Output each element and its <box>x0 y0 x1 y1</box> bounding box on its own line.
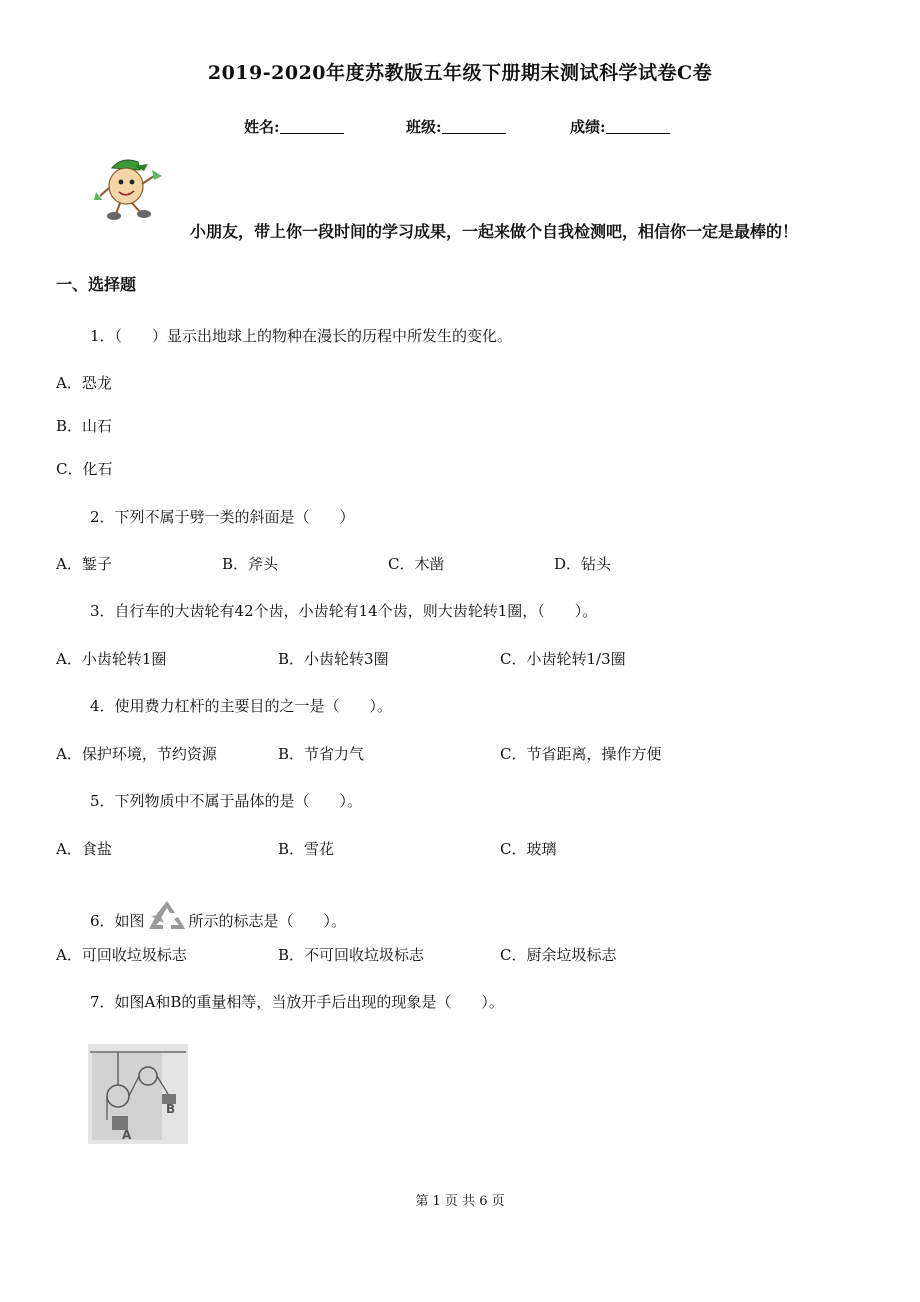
motto-text: 小朋友，带上你一段时间的学习成果，一起来做个自我检测吧，相信你一定是最棒的！ <box>190 222 799 241</box>
class-label: 班级: <box>406 118 442 136</box>
question-2-option-d[interactable]: D．钻头 <box>554 555 612 573</box>
figure-label-a: A <box>122 1128 132 1142</box>
question-5-option-a[interactable]: A．食盐 <box>56 840 112 858</box>
score-label: 成绩: <box>570 118 606 136</box>
question-5-option-b[interactable]: B．雪花 <box>278 840 335 858</box>
question-4-stem: 4．使用费力杠杆的主要目的之一是（ ）。 <box>90 697 393 715</box>
question-4-option-a[interactable]: A．保护环境，节约资源 <box>56 745 217 763</box>
name-blank[interactable] <box>280 119 344 134</box>
question-6-stem <box>90 898 346 934</box>
figure-label-b: B <box>166 1102 176 1116</box>
question-3-option-b[interactable]: B．小齿轮转3圈 <box>278 650 389 668</box>
score-blank[interactable] <box>606 119 670 134</box>
question-7-stem: 7．如图A和B的重量相等，当放开手后出现的现象是（ ）。 <box>90 993 504 1011</box>
question-4-option-b[interactable]: B．节省力气 <box>278 745 365 763</box>
section-title: 一、选择题 <box>56 275 137 294</box>
score-field <box>570 116 670 137</box>
question-6-stem-after: 所示的标志是（ ）。 <box>188 912 347 930</box>
question-1-stem: 1．（ ）显示出地球上的物种在漫长的历程中所发生的变化。 <box>90 327 513 345</box>
question-2-option-a[interactable]: A．錾子 <box>56 555 112 573</box>
question-3-option-a[interactable]: A．小齿轮转1圈 <box>56 650 167 668</box>
question-1-option-c[interactable]: C．化石 <box>56 460 113 478</box>
question-1-option-a[interactable]: A．恐龙 <box>56 374 112 392</box>
question-6-option-c[interactable]: C．厨余垃圾标志 <box>500 946 617 964</box>
question-2-option-b[interactable]: B．斧头 <box>222 555 279 573</box>
pulley-figure <box>88 1044 188 1144</box>
question-3-option-c[interactable]: C．小齿轮转1/3圈 <box>500 650 626 668</box>
mascot-image <box>92 156 168 222</box>
name-field <box>244 116 344 137</box>
question-6-stem-before: 6．如图 <box>90 912 145 930</box>
question-5-option-c[interactable]: C．玻璃 <box>500 840 557 858</box>
question-2-stem: 2．下列不属于劈一类的斜面是（ ） <box>90 508 355 526</box>
name-label: 姓名: <box>244 118 280 136</box>
recycle-icon <box>145 898 189 934</box>
question-6-option-b[interactable]: B．不可回收垃圾标志 <box>278 946 425 964</box>
question-2-option-c[interactable]: C．木凿 <box>388 555 445 573</box>
page-title: 2019-2020年度苏教版五年级下册期末测试科学试卷C卷 <box>207 62 713 84</box>
class-field <box>406 116 506 137</box>
page-footer: 第 1 页 共 6 页 <box>415 1194 505 1209</box>
question-1-option-b[interactable]: B．山石 <box>56 417 113 435</box>
question-6-option-a[interactable]: A．可回收垃圾标志 <box>56 946 187 964</box>
question-4-option-c[interactable]: C．节省距离，操作方便 <box>500 745 662 763</box>
question-3-stem: 3．自行车的大齿轮有42个齿，小齿轮有14个齿，则大齿轮转1圈，（ ）。 <box>90 602 598 620</box>
class-blank[interactable] <box>442 119 506 134</box>
question-5-stem: 5．下列物质中不属于晶体的是（ ）。 <box>90 792 363 810</box>
